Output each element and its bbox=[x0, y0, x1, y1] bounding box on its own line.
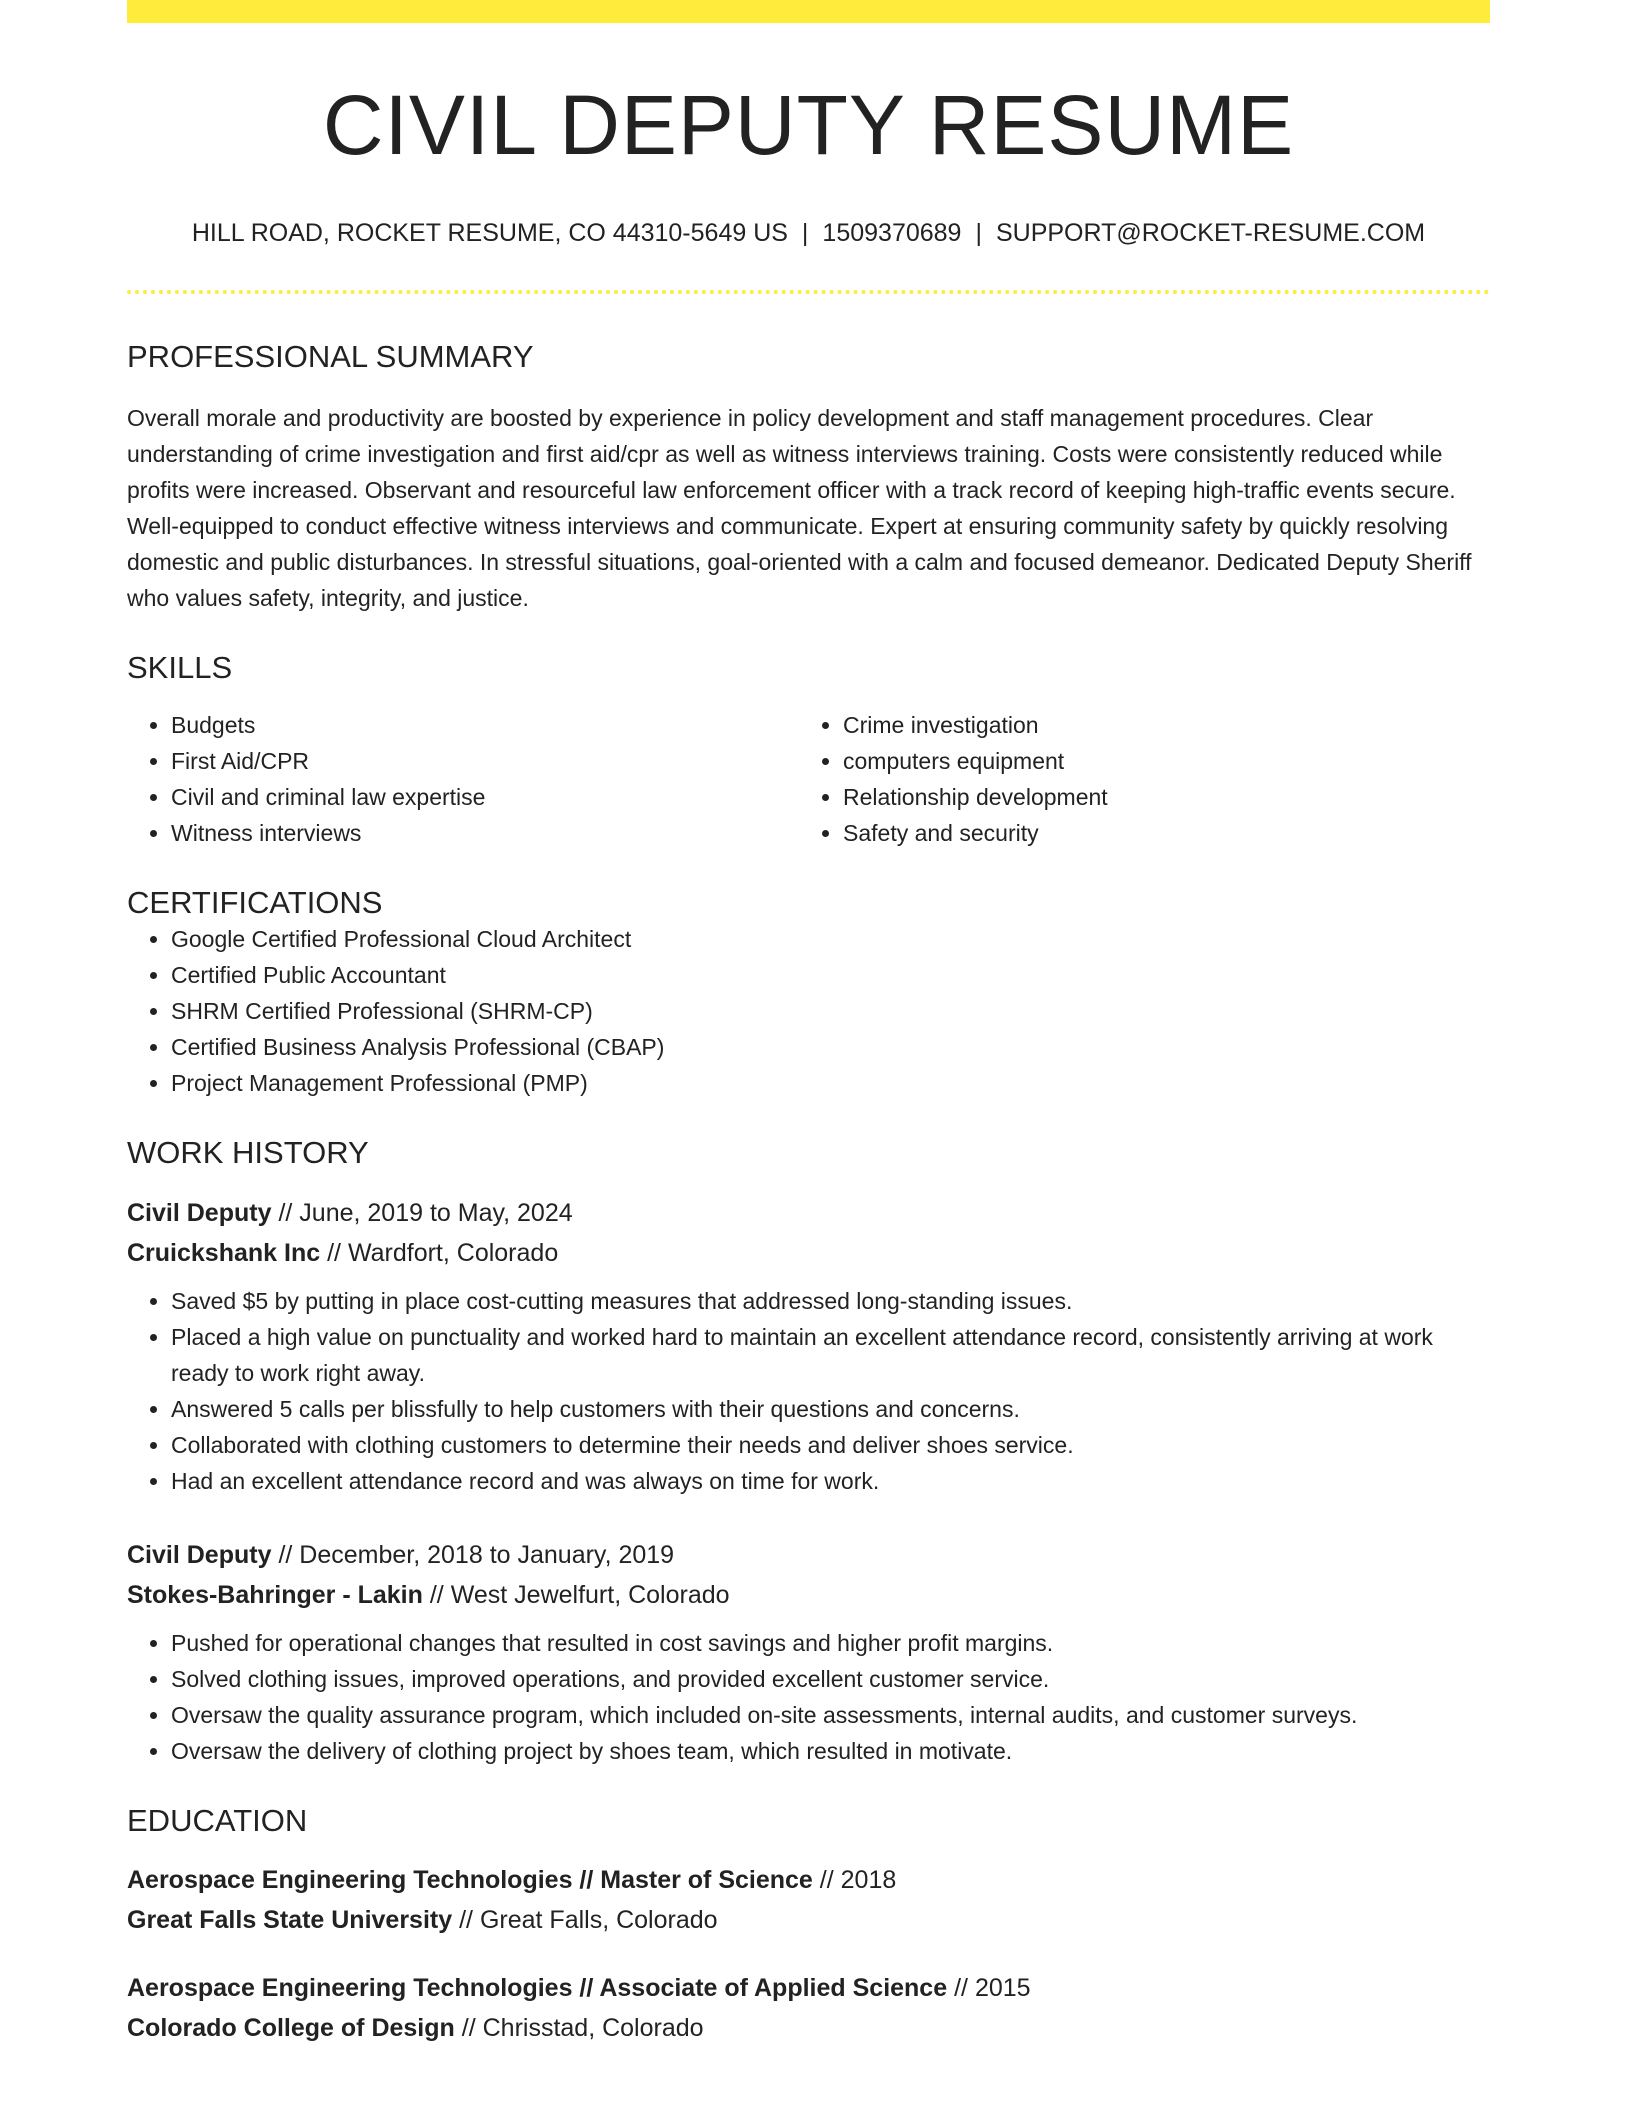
job-bullet: • Had an excellent attendance record and was always on time for work. bbox=[171, 1463, 1490, 1499]
education-heading: EDUCATION bbox=[127, 1802, 308, 1838]
certification-item: • Google Certified Professional Cloud Architect bbox=[171, 921, 1490, 957]
education-school: Colorado College of Design bbox=[127, 2013, 455, 2042]
resume-title: CIVIL DEPUTY RESUME bbox=[322, 78, 1295, 172]
skill-item: • First Aid/CPR bbox=[171, 743, 799, 779]
certification-item: • Project Management Professional (PMP) bbox=[171, 1065, 1490, 1101]
education-location: Great Falls, Colorado bbox=[479, 1905, 718, 1934]
job-bullets bbox=[127, 1283, 1490, 1499]
job-location: Wardfort, Colorado bbox=[347, 1238, 559, 1267]
summary-text: Overall morale and productivity are boosted by experience in policy development and staff management procedures. Clear understanding of crime investigation and first aid/cpr as well as witness interviews training. Costs were consistently reduced while profits were increased. Observant and resourceful law enforcement officer with a track record of keeping high-traffic events secure. Well-equipped to conduct effective witness interviews and communicate. Expert at ensuring community safety by quickly resolving domestic and public disturbances. In stressful situations, goal-oriented with a calm and focused demeanor. Dedicated Deputy Sheriff who values safety, integrity, and justice. bbox=[127, 405, 1472, 612]
summary-heading: PROFESSIONAL SUMMARY bbox=[127, 338, 534, 374]
education-entry bbox=[127, 1860, 1490, 1940]
job-company-line bbox=[127, 1233, 1490, 1273]
job-title: Civil Deputy bbox=[127, 1540, 272, 1569]
education-year: 2018 bbox=[840, 1865, 897, 1894]
job-dates: June, 2019 to May, 2024 bbox=[299, 1198, 573, 1227]
job-bullet: • Oversaw the quality assurance program, which included on-site assessments, internal audits, and customer surveys. bbox=[171, 1697, 1490, 1733]
skill-item: • Budgets bbox=[171, 707, 799, 743]
skill-item: • Crime investigation bbox=[843, 707, 1471, 743]
certification-item: • Certified Public Accountant bbox=[171, 957, 1490, 993]
skills-grid bbox=[127, 707, 1490, 851]
job-company-line bbox=[127, 1575, 1490, 1615]
certifications-heading: CERTIFICATIONS bbox=[127, 885, 383, 921]
entry-separator: // bbox=[819, 1865, 834, 1894]
entry-separator: // bbox=[461, 2013, 476, 2042]
job-company: Stokes-Bahringer - Lakin bbox=[127, 1580, 423, 1609]
job-dates: December, 2018 to January, 2019 bbox=[299, 1540, 675, 1569]
skill-item: • computers equipment bbox=[843, 743, 1471, 779]
job-bullet: • Solved clothing issues, improved operations, and provided excellent customer service. bbox=[171, 1661, 1490, 1697]
contact-email[interactable]: SUPPORT@ROCKET-RESUME.COM bbox=[995, 219, 1426, 248]
contact-line bbox=[127, 217, 1490, 250]
job-entry bbox=[127, 1535, 1490, 1769]
contact-address: HILL ROAD, ROCKET RESUME, CO 44310-5649 US bbox=[191, 219, 788, 248]
certification-item: • SHRM Certified Professional (SHRM-CP) bbox=[171, 993, 1490, 1029]
job-bullet: • Answered 5 calls per blissfully to help customers with their questions and concerns. bbox=[171, 1391, 1490, 1427]
work-history-heading: WORK HISTORY bbox=[127, 1135, 369, 1171]
education-school: Great Falls State University bbox=[127, 1905, 453, 1934]
job-bullet: • Saved $5 by putting in place cost-cutting measures that addressed long-standing issues. bbox=[171, 1283, 1490, 1319]
education-program: Aerospace Engineering Technologies // Master of Science bbox=[127, 1865, 813, 1894]
skill-item: • Civil and criminal law expertise bbox=[171, 779, 799, 815]
entry-separator: // bbox=[459, 1905, 473, 1934]
certifications-list bbox=[127, 921, 1490, 1101]
skill-item: • Witness interviews bbox=[171, 815, 799, 851]
resume-page bbox=[127, 0, 1490, 2048]
entry-separator: // bbox=[954, 1973, 968, 2002]
skills-heading: SKILLS bbox=[127, 650, 233, 686]
dotted-divider bbox=[127, 290, 1490, 294]
job-title: Civil Deputy bbox=[127, 1198, 272, 1227]
education-location: Chrisstad, Colorado bbox=[482, 2013, 704, 2042]
job-bullet: • Placed a high value on punctuality and worked hard to maintain an excellent attendance record, consistently arriving at work ready to work right away. bbox=[171, 1319, 1490, 1391]
job-bullet: • Oversaw the delivery of clothing project by shoes team, which resulted in motivate. bbox=[171, 1733, 1490, 1769]
entry-separator: // bbox=[429, 1580, 444, 1609]
job-bullet: • Pushed for operational changes that resulted in cost savings and higher profit margins. bbox=[171, 1625, 1490, 1661]
job-entry bbox=[127, 1193, 1490, 1499]
contact-phone[interactable]: 1509370689 bbox=[822, 219, 962, 248]
skill-item: • Relationship development bbox=[843, 779, 1471, 815]
accent-top-bar bbox=[127, 0, 1490, 23]
skill-item: • Safety and security bbox=[843, 815, 1471, 851]
education-school-line bbox=[127, 1900, 1490, 1940]
skills-list-right bbox=[799, 707, 1471, 851]
education-school-line bbox=[127, 2008, 1490, 2048]
entry-separator: // bbox=[327, 1238, 341, 1267]
education-program-line bbox=[127, 1860, 1490, 1900]
job-company: Cruickshank Inc bbox=[127, 1238, 321, 1267]
entry-separator: // bbox=[278, 1540, 293, 1569]
contact-separator: | bbox=[975, 219, 982, 248]
education-program-line bbox=[127, 1968, 1490, 2008]
contact-separator: | bbox=[801, 219, 809, 248]
education-year: 2015 bbox=[974, 1973, 1031, 2002]
certification-item: • Certified Business Analysis Professional (CBAP) bbox=[171, 1029, 1490, 1065]
job-location: West Jewelfurt, Colorado bbox=[450, 1580, 730, 1609]
job-bullets bbox=[127, 1625, 1490, 1769]
education-program: Aerospace Engineering Technologies // Associate of Applied Science bbox=[127, 1973, 948, 2002]
entry-separator: // bbox=[278, 1198, 293, 1227]
job-title-line bbox=[127, 1193, 1490, 1233]
education-entry bbox=[127, 1968, 1490, 2048]
job-title-line bbox=[127, 1535, 1490, 1575]
job-bullet: • Collaborated with clothing customers to determine their needs and deliver shoes service. bbox=[171, 1427, 1490, 1463]
skills-list-left bbox=[127, 707, 799, 851]
